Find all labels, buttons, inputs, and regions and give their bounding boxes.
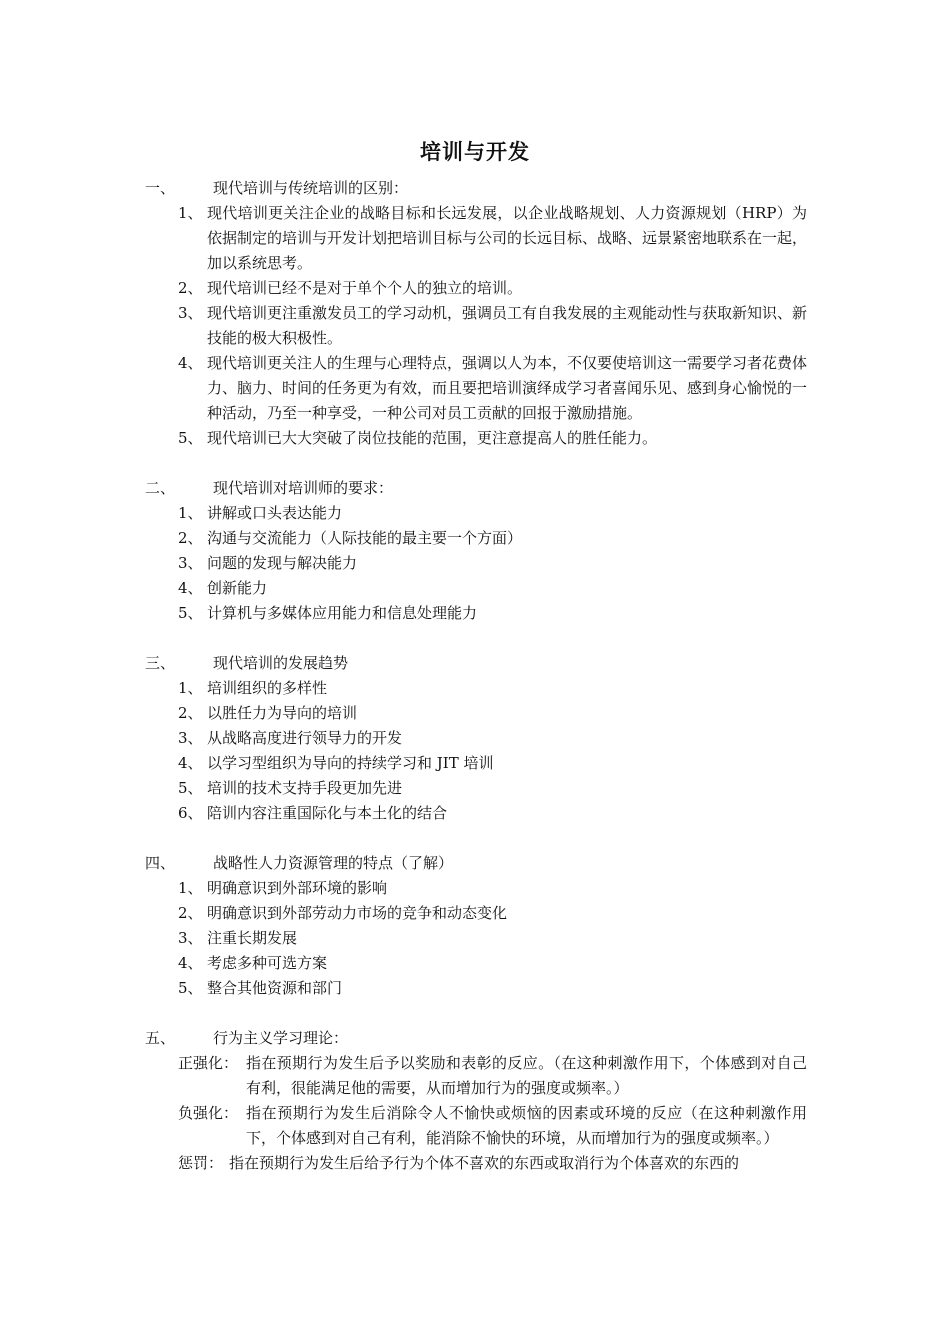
definition-item: [0, 1051, 950, 1101]
item-number: 2、: [178, 529, 203, 547]
blank-line: [0, 451, 950, 476]
section-number: 五、: [145, 1029, 176, 1047]
list-item: [0, 901, 950, 926]
list-item: [0, 951, 950, 976]
page-title: 培训与开发: [420, 140, 530, 164]
list-item: [0, 551, 950, 576]
item-number: 4、: [178, 754, 203, 772]
item-number: 2、: [178, 279, 203, 297]
item-number: 3、: [178, 929, 203, 947]
definition-term: 负强化：: [178, 1104, 239, 1122]
list-item: [0, 526, 950, 551]
item-number: 5、: [178, 779, 203, 797]
item-text: 明确意识到外部劳动力市场的竞争和动态变化: [207, 904, 508, 922]
item-number: 5、: [178, 604, 203, 622]
item-text: 现代培训已大大突破了岗位技能的范围，更注意提高人的胜任能力。: [207, 429, 658, 447]
list-item: [0, 676, 950, 701]
definition-text: 指在预期行为发生后消除令人不愉快或烦恼的因素或环境的反应（在这种刺激作用下，个体感到对自己有利，能消除不愉快的环境，从而增加行为的强度或频率。）: [246, 1104, 807, 1147]
item-text: 现代培训已经不是对于单个个人的独立的培训。: [207, 279, 523, 297]
item-text: 从战略高度进行领导力的开发: [207, 729, 403, 747]
item-text: 现代培训更关注人的生理与心理特点，强调以人为本，不仅要使培训这一需要学习者花费体力、脑力、时间的任务更为有效，而且要把培训演绎成学习者喜闻乐见、感到身心愉悦的一种活动，乃至一种享受，一种公司对员工贡献的回报于激励措施。: [207, 354, 808, 422]
item-text: 以学习型组织为导向的持续学习和 JIT 培训: [207, 754, 494, 772]
item-text: 整合其他资源和部门: [207, 979, 343, 997]
item-text: 陪训内容注重国际化与本土化的结合: [207, 804, 448, 822]
item-text: 现代培训更注重激发员工的学习动机，强调员工有自我发展的主观能动性与获取新知识、新技能的极大积极性。: [207, 304, 808, 347]
item-number: 2、: [178, 704, 203, 722]
blank-line: [0, 826, 950, 851]
item-number: 4、: [178, 579, 203, 597]
list-item: [0, 926, 950, 951]
item-text: 计算机与多媒体应用能力和信息处理能力: [207, 604, 478, 622]
item-text: 讲解或口头表达能力: [207, 504, 343, 522]
item-text: 现代培训更关注企业的战略目标和长远发展，以企业战略规划、人力资源规划（HRP）为依据制定的培训与开发计划把培训目标与公司的长远目标、战略、远景紧密地联系在一起，加以系统思考。: [207, 204, 808, 272]
definition-text: 指在预期行为发生后给予行为个体不喜欢的东西或取消行为个体喜欢的东西的: [229, 1154, 740, 1172]
item-text: 注重长期发展: [207, 929, 298, 947]
section-title: 现代培训与传统培训的区别：: [213, 179, 409, 197]
item-number: 3、: [178, 729, 203, 747]
section-title: 现代培训对培训师的要求：: [213, 479, 394, 497]
list-item: [0, 576, 950, 601]
definition-term: 正强化：: [178, 1054, 239, 1072]
list-item: [0, 701, 950, 726]
item-number: 1、: [178, 679, 203, 697]
list-item: [0, 501, 950, 526]
section-number: 二、: [145, 479, 176, 497]
item-number: 1、: [178, 204, 203, 222]
list-item: [0, 201, 950, 276]
item-number: 3、: [178, 304, 203, 322]
definition-text: 指在预期行为发生后予以奖励和表彰的反应。（在这种刺激作用下，个体感到对自己有利，很能满足他的需要，从而增加行为的强度或频率。）: [246, 1054, 807, 1097]
item-number: 5、: [178, 979, 203, 997]
section-title: 战略性人力资源管理的特点（了解）: [213, 854, 454, 872]
list-item: [0, 976, 950, 1001]
blank-line: [0, 626, 950, 651]
list-item: [0, 876, 950, 901]
item-text: 培训组织的多样性: [207, 679, 328, 697]
item-number: 5、: [178, 429, 203, 447]
item-number: 1、: [178, 504, 203, 522]
blank-line: [0, 1001, 950, 1026]
section-number: 四、: [145, 854, 176, 872]
list-item: [0, 776, 950, 801]
section-title: 现代培训的发展趋势: [213, 654, 349, 672]
section-heading: [0, 476, 950, 501]
list-item: [0, 601, 950, 626]
item-text: 培训的技术支持手段更加先进: [207, 779, 403, 797]
item-text: 考虑多种可选方案: [207, 954, 328, 972]
list-item: [0, 726, 950, 751]
definition-item: [0, 1151, 950, 1176]
section-number: 一、: [145, 179, 176, 197]
list-item: [0, 351, 950, 426]
item-number: 1、: [178, 879, 203, 897]
list-item: [0, 276, 950, 301]
section-heading: [0, 851, 950, 876]
section-title: 行为主义学习理论：: [213, 1029, 349, 1047]
list-item: [0, 301, 950, 351]
item-number: 4、: [178, 954, 203, 972]
definition-term: 惩罚：: [178, 1154, 224, 1172]
item-number: 3、: [178, 554, 203, 572]
item-text: 创新能力: [207, 579, 268, 597]
list-item: [0, 751, 950, 776]
item-text: 沟通与交流能力（人际技能的最主要一个方面）: [207, 529, 523, 547]
section-heading: [0, 1026, 950, 1051]
section-heading: [0, 651, 950, 676]
item-number: 2、: [178, 904, 203, 922]
item-number: 6、: [178, 804, 203, 822]
item-number: 4、: [178, 354, 203, 372]
list-item: [0, 801, 950, 826]
item-text: 以胜任力为导向的培训: [207, 704, 358, 722]
section-number: 三、: [145, 654, 176, 672]
item-text: 问题的发现与解决能力: [207, 554, 358, 572]
document-body: [0, 176, 950, 1176]
item-text: 明确意识到外部环境的影响: [207, 879, 388, 897]
definition-item: [0, 1101, 950, 1151]
section-heading: [0, 176, 950, 201]
list-item: [0, 426, 950, 451]
